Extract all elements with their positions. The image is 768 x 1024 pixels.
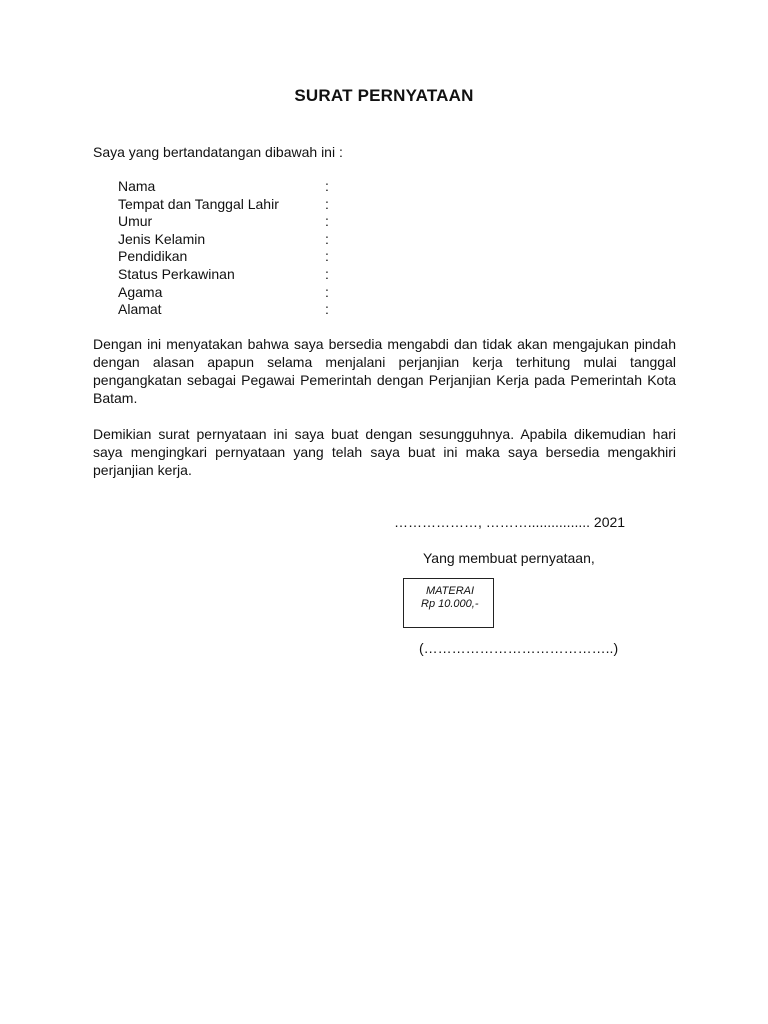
field-colon: : bbox=[325, 283, 329, 300]
field-label: Alamat bbox=[118, 301, 162, 318]
intro-text: Saya yang bertandatangan dibawah ini : bbox=[93, 144, 343, 160]
identity-fields bbox=[118, 178, 378, 319]
stamp-label: MATERAI bbox=[426, 585, 475, 597]
materai-stamp-box bbox=[403, 578, 494, 628]
field-colon: : bbox=[325, 230, 329, 247]
field-colon: : bbox=[325, 195, 329, 212]
field-colon: : bbox=[325, 248, 329, 265]
field-colon: : bbox=[325, 178, 329, 194]
field-label: Nama bbox=[118, 178, 156, 194]
field-row-alamat bbox=[118, 301, 378, 319]
field-row-tempat-tanggal-lahir bbox=[118, 196, 378, 214]
field-row-nama bbox=[118, 178, 378, 196]
field-label: Tempat dan Tanggal Lahir bbox=[118, 195, 279, 212]
field-row-jenis-kelamin bbox=[118, 231, 378, 249]
statement-paragraph: Dengan ini menyatakan bahwa saya bersedia mengabdi dan tidak akan mengajukan pindah dengan alasan apapun selama menjalani perjanjian kerja terhitung mulai tanggal pengangkatan sebagai Pegawai Pemerintah dengan Perjanjian Kerja pada Pemerintah Kota Batam. bbox=[93, 336, 676, 406]
field-label: Agama bbox=[118, 283, 163, 300]
stamp-value: Rp 10.000,- bbox=[421, 598, 479, 610]
document-title: SURAT PERNYATAAN bbox=[294, 86, 474, 105]
signer-label: Yang membuat pernyataan, bbox=[423, 550, 595, 566]
field-row-pendidikan bbox=[118, 248, 378, 266]
field-colon: : bbox=[325, 301, 329, 318]
closing-paragraph: Demikian surat pernyataan ini saya buat dengan sesungguhnya. Apabila dikemudian hari saya mengingkari pernyataan yang telah saya buat ini maka saya bersedia mengakhiri perjanjian kerja. bbox=[93, 426, 676, 478]
field-row-agama bbox=[118, 284, 378, 302]
field-colon: : bbox=[325, 265, 329, 282]
signature-name-line: (…………………………………..) bbox=[419, 640, 619, 656]
field-colon: : bbox=[325, 213, 329, 230]
field-label: Pendidikan bbox=[118, 248, 188, 265]
field-label: Jenis Kelamin bbox=[118, 230, 206, 247]
field-label: Umur bbox=[118, 213, 153, 230]
field-label: Status Perkawinan bbox=[118, 265, 235, 282]
field-row-umur bbox=[118, 213, 378, 231]
place-date-line: ………………, ………................ 2021 bbox=[394, 514, 626, 530]
field-row-status-perkawinan bbox=[118, 266, 378, 284]
